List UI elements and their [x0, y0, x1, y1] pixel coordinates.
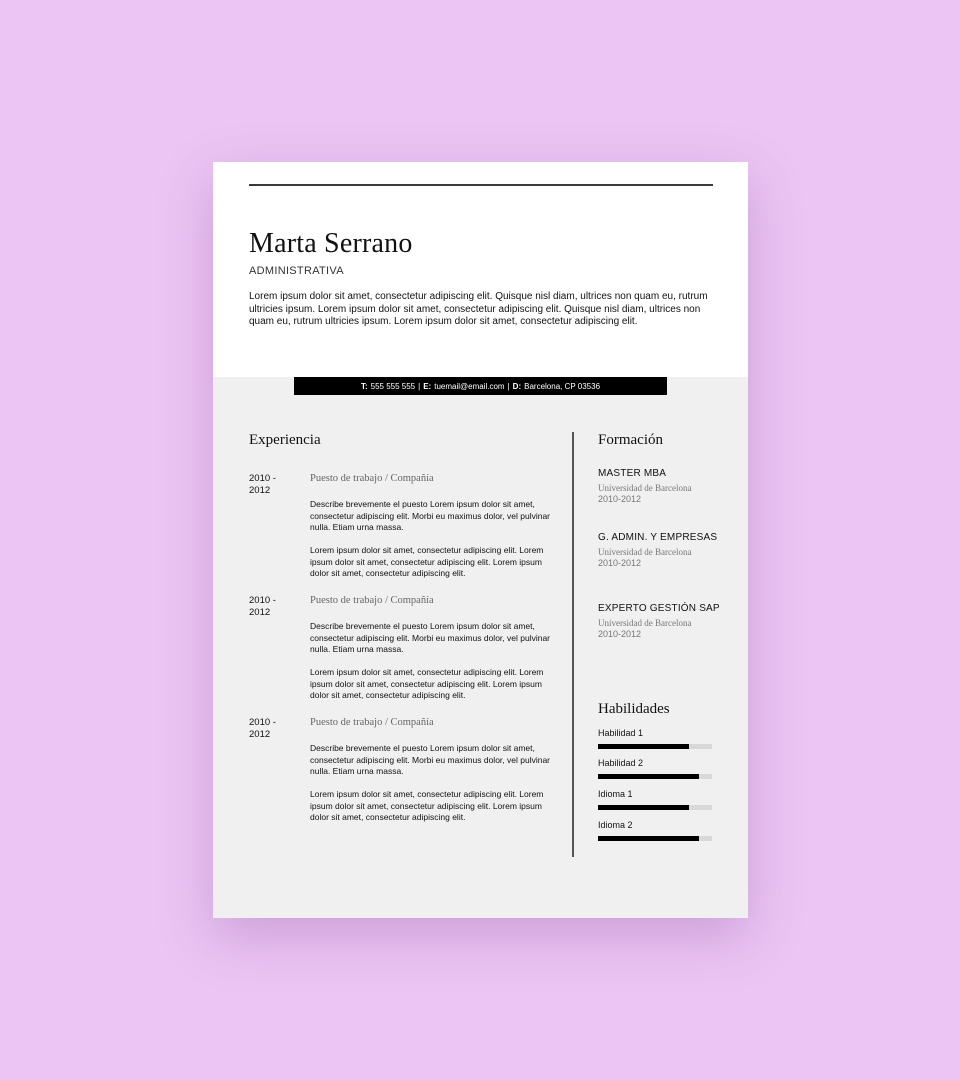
contact-separator: |	[418, 381, 421, 391]
education-degree: G. ADMIN. Y EMPRESAS	[598, 532, 718, 543]
email-value: tuemail@email.com	[434, 381, 505, 391]
candidate-name: Marta Serrano	[249, 228, 413, 259]
skill-label: Habilidad 1	[598, 728, 644, 738]
experience-details: Lorem ipsum dolor sit amet, consectetur adipiscing elit. Lorem ipsum dolor sit amet, consectetur adipiscing elit. Lorem ipsum dolor sit amet, consectetur adipiscing elit.	[310, 789, 544, 823]
experience-dates: 2010 - 2012	[249, 595, 276, 618]
education-item	[598, 603, 738, 639]
experience-details: Lorem ipsum dolor sit amet, consectetur adipiscing elit. Lorem ipsum dolor sit amet, consectetur adipiscing elit. Lorem ipsum dolor sit amet, consectetur adipiscing elit.	[310, 667, 544, 701]
column-divider	[572, 432, 574, 857]
skill-label: Habilidad 2	[598, 758, 644, 768]
skill-bar-fill	[598, 805, 689, 810]
skill-item	[598, 789, 712, 810]
experience-dates: 2010 - 2012	[249, 717, 276, 740]
candidate-role: ADMINISTRATIVA	[249, 265, 344, 277]
resume-page	[213, 162, 748, 918]
skill-bar-fill	[598, 836, 699, 841]
skill-bar	[598, 836, 712, 841]
email-label: E:	[423, 381, 432, 391]
experience-dates: 2010 - 2012	[249, 473, 276, 496]
experience-details: Lorem ipsum dolor sit amet, consectetur adipiscing elit. Lorem ipsum dolor sit amet, consectetur adipiscing elit. Lorem ipsum dolor sit amet, consectetur adipiscing elit.	[310, 545, 544, 579]
skill-bar	[598, 805, 712, 810]
contact-bar	[294, 377, 667, 395]
skill-item	[598, 820, 712, 841]
experience-description: Describe brevemente el puesto Lorem ipsum dolor sit amet, consectetur adipiscing elit. Morbi eu maximus dolor, vel pulvinar nulla. Etiam urna massa.	[310, 499, 551, 533]
address-value: Barcelona, CP 03536	[524, 381, 601, 391]
education-institution: Universidad de Barcelona	[598, 618, 692, 628]
skill-bar-fill	[598, 774, 699, 779]
skill-bar	[598, 774, 712, 779]
education-degree: MASTER MBA	[598, 468, 667, 479]
skill-bar-fill	[598, 744, 689, 749]
experience-job-title: Puesto de trabajo / Compañía	[310, 717, 434, 728]
skill-item	[598, 728, 712, 749]
resume-header	[213, 162, 748, 377]
education-institution: Universidad de Barcelona	[598, 483, 692, 493]
experience-job-title: Puesto de trabajo / Compañía	[310, 473, 434, 484]
experience-description: Describe brevemente el puesto Lorem ipsum dolor sit amet, consectetur adipiscing elit. Morbi eu maximus dolor, vel pulvinar nulla. Etiam urna massa.	[310, 743, 551, 777]
experience-description: Describe brevemente el puesto Lorem ipsum dolor sit amet, consectetur adipiscing elit. Morbi eu maximus dolor, vel pulvinar nulla. Etiam urna massa.	[310, 621, 551, 655]
experience-job-title: Puesto de trabajo / Compañía	[310, 595, 434, 606]
education-degree: EXPERTO GESTIÓN SAP	[598, 603, 720, 614]
skill-item	[598, 758, 712, 779]
education-years: 2010-2012	[598, 558, 642, 568]
address-label: D:	[512, 381, 522, 391]
education-item	[598, 532, 738, 568]
skill-bar	[598, 744, 712, 749]
phone-label: T:	[360, 381, 368, 391]
education-institution: Universidad de Barcelona	[598, 547, 692, 557]
skill-label: Idioma 1	[598, 789, 633, 799]
education-years: 2010-2012	[598, 629, 642, 639]
skill-label: Idioma 2	[598, 820, 633, 830]
education-years: 2010-2012	[598, 494, 642, 504]
education-heading: Formación	[598, 432, 663, 448]
profile-summary: Lorem ipsum dolor sit amet, consectetur adipiscing elit. Quisque nisl diam, ultrices non quam eu, rutrum ultricies ipsum. Lorem ipsum dolor sit amet, consectetur adipiscing elit. Quisque nisl diam, ultrices non quam eu, rutrum ultricies ipsum. Lorem ipsum dolor sit amet, consectetur adipiscing elit.	[249, 291, 708, 327]
education-item	[598, 468, 738, 504]
skills-heading: Habilidades	[598, 701, 670, 717]
phone-value: 555 555 555	[370, 381, 416, 391]
experience-heading: Experiencia	[249, 432, 321, 448]
header-rule	[249, 184, 713, 186]
contact-separator: |	[507, 381, 510, 391]
